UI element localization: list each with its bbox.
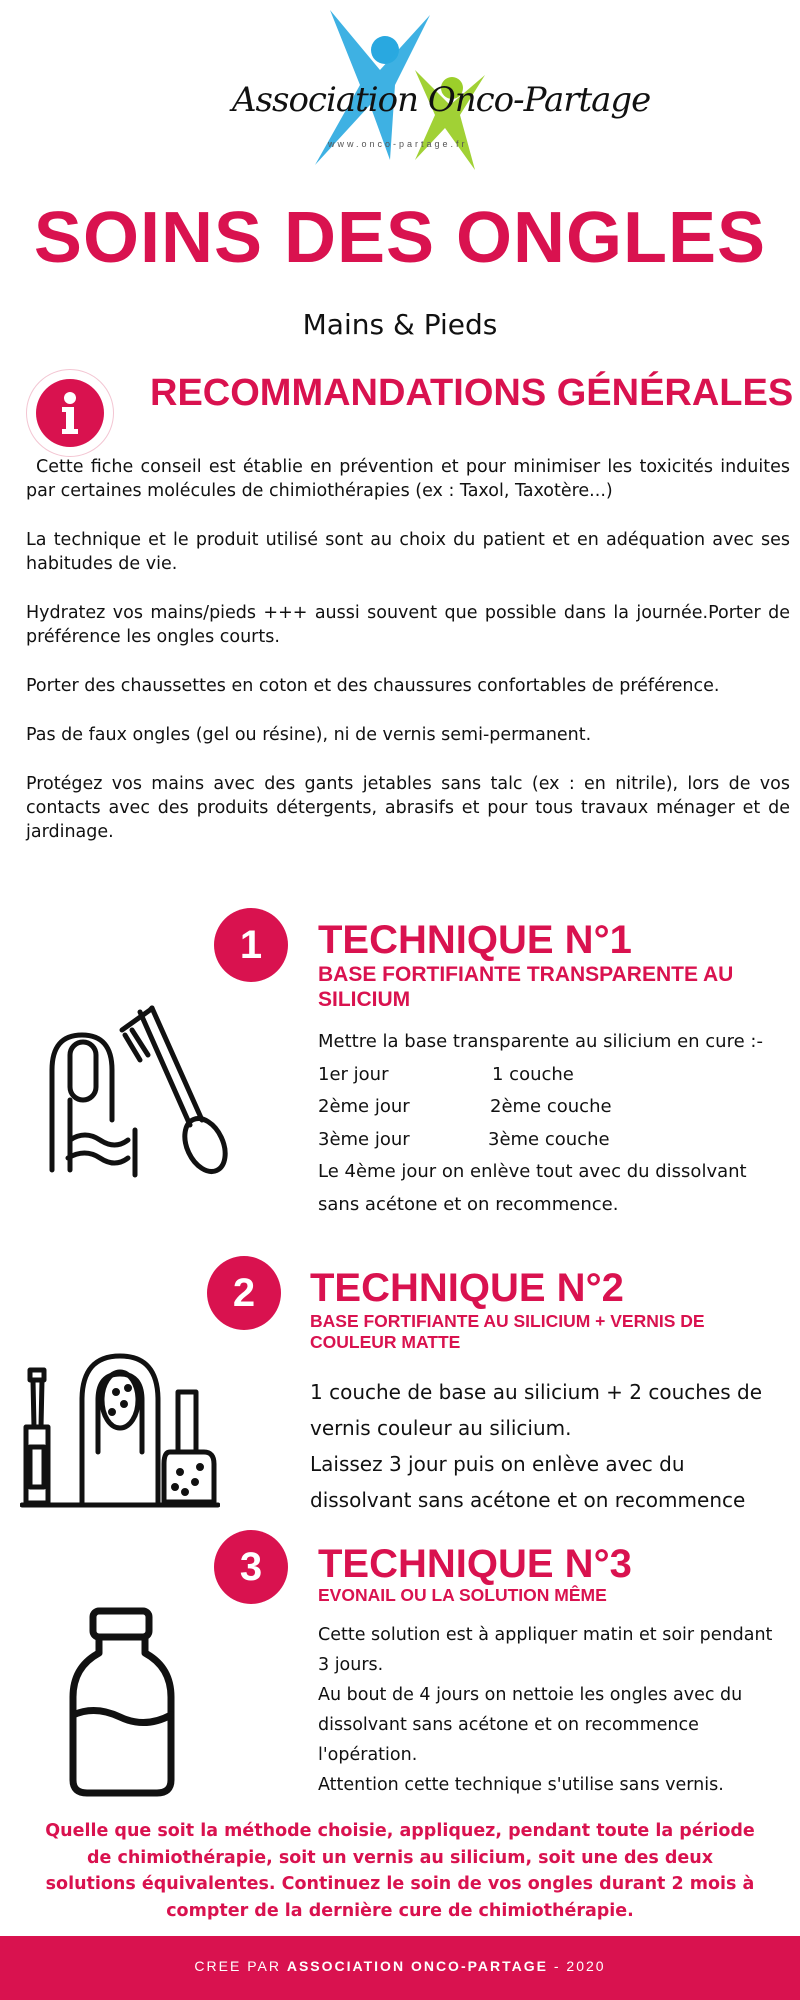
recommendation-paragraph: Cette fiche conseil est établie en prévention et pour minimiser les toxicités induites par certaines molécules de chimiothérapies (ex : Taxol, Taxotère...) (26, 457, 790, 501)
technique-3-line: Cette solution est à appliquer matin et soir pendant 3 jours. (318, 1625, 773, 1675)
conclusion-text: Quelle que soit la méthode choisie, appliquez, pendant toute la période de chimiothérapie, soit un vernis au silicium, soit une des deux solutions équivalentes. Continuez le soin de vos ongles durant 2 mois à compter de la dernière cure de chimiothérapie. (45, 1821, 755, 1921)
schedule-coats: 2ème couche (490, 1096, 612, 1117)
technique-2-title: TECHNIQUE N°2 (310, 1266, 624, 1310)
schedule-day: 2ème jour (318, 1096, 410, 1117)
technique-1-outro: Le 4ème jour on enlève tout avec du dissolvant sans acétone et on recommence. (318, 1161, 747, 1215)
nail-polish-icon (20, 1352, 220, 1512)
technique-1-intro: Mettre la base transparente au silicium en cure :- (318, 1031, 763, 1052)
footer-org: ASSOCIATION ONCO-PARTAGE (286, 1958, 548, 1974)
technique-3-title: TECHNIQUE N°3 (318, 1542, 632, 1586)
schedule-coats: 3ème couche (488, 1128, 610, 1150)
schedule-row (318, 1124, 780, 1157)
technique-1-title: TECHNIQUE N°1 (318, 918, 632, 962)
schedule-row (318, 1059, 780, 1092)
technique-1-subtitle: BASE FORTIFIANTE TRANSPARENTE AU SILICIUM (318, 963, 734, 1011)
bottle-icon (65, 1605, 180, 1800)
recommendation-paragraph: La technique et le produit utilisé sont au choix du patient et en adéquation avec ses habitudes de vie. (26, 530, 790, 574)
technique-3-line: Au bout de 4 jours on nettoie les ongles avec du dissolvant sans acétone et on recommence l'opération. (318, 1685, 743, 1765)
page-subtitle: Mains & Pieds (302, 308, 498, 341)
info-icon (36, 379, 104, 447)
footer-credit (0, 1958, 800, 1974)
recommendation-paragraph: Protégez vos mains avec des gants jetables sans talc (ex : en nitrile), lors de vos contacts avec des produits détergents, abrasifs et pour tous travaux ménager et de jardinage. (26, 774, 790, 842)
recommendation-paragraph: Pas de faux ongles (gel ou résine), ni de vernis semi-permanent. (26, 725, 592, 745)
logo-url: www.onco-partage.fr (328, 139, 468, 149)
technique-3-subtitle: EVONAIL OU LA SOLUTION MÊME (318, 1585, 607, 1605)
technique-2-line: Laissez 3 jour puis on enlève avec du dissolvant sans acétone et on recommence (310, 1452, 746, 1512)
schedule-day: 1er jour (318, 1063, 389, 1085)
schedule-coats: 1 couche (492, 1063, 574, 1085)
page-title: SOINS DES ONGLES (33, 198, 767, 278)
recommendation-paragraph: Hydratez vos mains/pieds +++ aussi souvent que possible dans la journée.Porter de préférence les ongles courts. (26, 603, 790, 647)
footer-prefix: CREE PAR (194, 1958, 281, 1974)
schedule-day: 3ème jour (318, 1128, 410, 1150)
technique-2-line: 1 couche de base au silicium + 2 couches de vernis couleur au silicium. (310, 1380, 763, 1440)
footer-year: - 2020 (553, 1958, 606, 1974)
recommendations-title: RECOMMANDATIONS GÉNÉRALES (150, 372, 794, 414)
technique-3-line: Attention cette technique s'utilise sans vernis. (318, 1775, 724, 1795)
logo-name: Association Onco-Partage (232, 80, 651, 120)
technique-1-number: 1 (214, 908, 288, 982)
nail-brush-icon (40, 1000, 230, 1180)
technique-2-body (310, 1374, 780, 1518)
technique-3-number: 3 (214, 1530, 288, 1604)
technique-2-subtitle: BASE FORTIFIANTE AU SILICIUM + VERNIS DE COULEUR MATTE (310, 1311, 705, 1352)
technique-1-body (318, 1026, 780, 1221)
technique-2-number: 2 (207, 1256, 281, 1330)
technique-3-body (318, 1620, 780, 1800)
schedule-row (318, 1091, 780, 1124)
recommendation-paragraph: Porter des chaussettes en coton et des chaussures confortables de préférence. (26, 676, 720, 696)
